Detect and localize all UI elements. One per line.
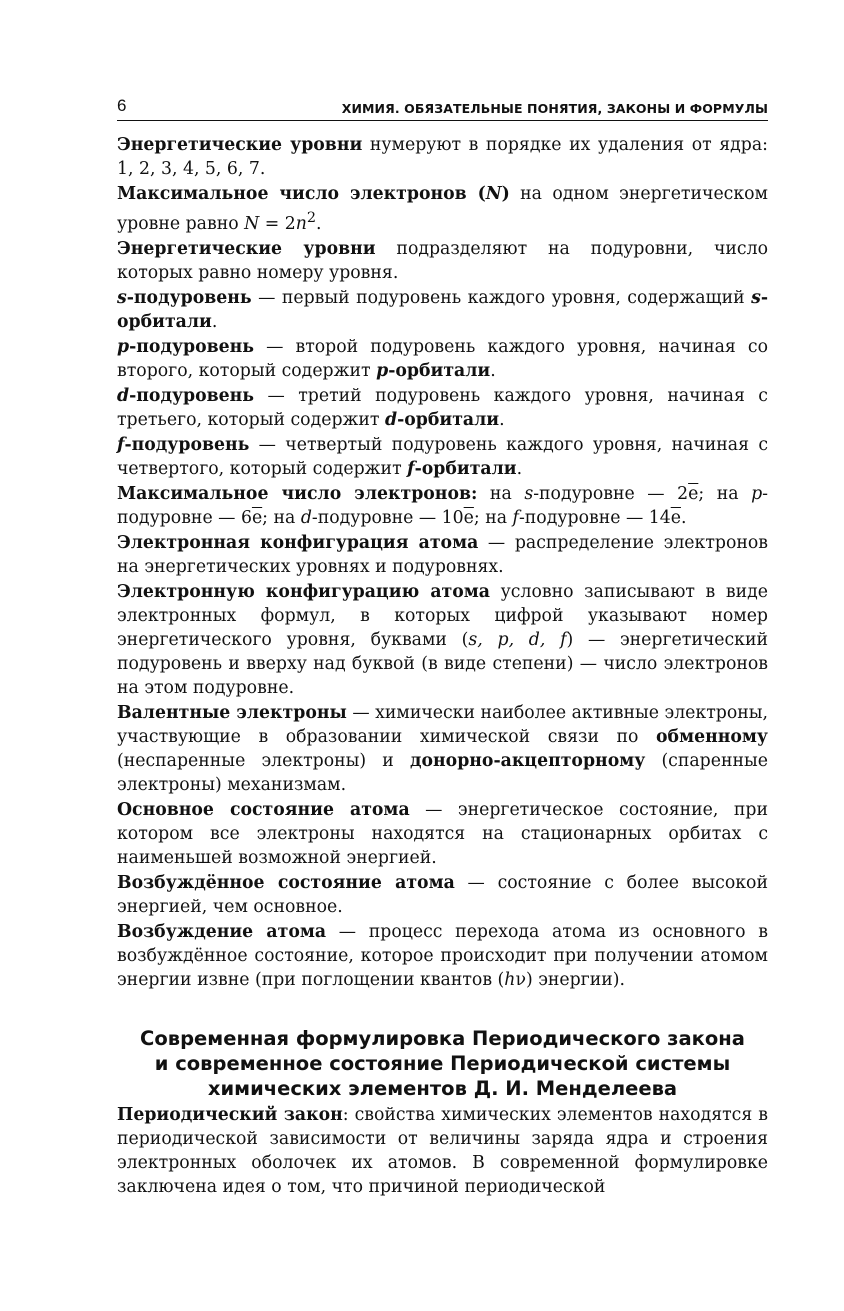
paragraph: p-подуровень — второй подуровень каждого уровня, начиная со второго, который содержит p-орбитали. <box>117 336 768 381</box>
term: Возбуждённое состояние атома <box>117 872 455 893</box>
running-title: ХИМИЯ. ОБЯЗАТЕЛЬНЫЕ ПОНЯТИЯ, ЗАКОНЫ И ФОРМУЛЫ <box>341 101 768 116</box>
term: Валентные электроны <box>117 702 347 723</box>
term: Периодический закон <box>117 1104 343 1125</box>
term: Максимальное число электронов: <box>117 483 478 504</box>
paragraph: Возбуждение атома — процесс перехода атома из основного в возбуждённое состояние, которое происходит при получении атомом энергии извне (при поглощении квантов (hν) энергии). <box>117 921 768 990</box>
term: Основное состояние атома <box>117 799 410 820</box>
paragraph: Валентные электроны — химически наиболее активные электроны, участвующие в образовании химической связи по обменному (неспаренные электроны) и донорно-акцепторному (спаренные электроны) механизмам. <box>117 702 769 795</box>
paragraph: f-подуровень — четвертый подуровень каждого уровня, начиная с четвертого, который содержит f-орбитали. <box>117 434 768 479</box>
term: Энергетические уровни <box>117 238 376 259</box>
term: d-подуровень <box>117 385 255 406</box>
term: Электронную конфигурацию атома <box>117 581 491 602</box>
paragraph: Электронную конфигурацию атома условно записывают в виде электронных формул, в которых цифрой указывают номер энергетического уровня, буквами (s, p, d, f) — энергетический подуровень и вверху над буквой (в виде степени) — число электронов на этом подуровне. <box>117 581 769 698</box>
paragraph: Основное состояние атома — энергетическое состояние, при котором все электроны находятся на стационарных орбитах с наименьшей возможной энергией. <box>117 799 768 868</box>
paragraph: Энергетические уровни нумеруют в порядке их удаления от ядра: 1, 2, 3, 4, 5, 6, 7. <box>117 135 768 179</box>
paragraph: Периодический закон: свойства химических элементов находятся в периодической зависимости от величины заряда ядра и строения электронных оболочек их атомов. В современной формулировке заключена идея о том, что причиной периодической <box>117 1104 768 1197</box>
paragraph: Максимальное число электронов: на s-подуровне — $2\overline{e}$; на p-подуровне — $6\overline{e}$; на d-подуровне — $10\overline{e}$; на f-подуровне — $14\overline{e}$. <box>117 483 768 528</box>
term: f-подуровень <box>117 434 250 455</box>
section-heading: Современная формулировка Периодического закона и современное состояние Периодической системы химических элементов Д. И. Менделеева <box>140 1026 745 1100</box>
term: s-подуровень <box>117 287 252 308</box>
page-header <box>117 92 768 121</box>
term: Электронная конфигурация атома <box>117 532 479 553</box>
paragraph: Энергетические уровни подразделяют на подуровни, число которых равно номеру уровня. <box>117 238 768 283</box>
book-page <box>117 92 768 1200</box>
term: Максимальное число электронов (N) <box>117 184 510 204</box>
page-body <box>117 133 768 1199</box>
paragraph: Максимальное число электронов (N) на одном энергетическом уровне равно $N = 2n^2$. <box>117 184 768 234</box>
term: Возбуждение атома <box>117 921 327 942</box>
term: Энергетические уровни <box>117 135 363 155</box>
paragraph: Электронная конфигурация атома — распределение электронов на энергетических уровнях и подуровнях. <box>117 532 769 577</box>
paragraph: Возбуждённое состояние атома — состояние с более высокой энергией, чем основное. <box>117 872 768 917</box>
paragraph: d-подуровень — третий подуровень каждого уровня, начиная с третьего, который содержит d-орбитали. <box>117 385 768 430</box>
paragraph: s-подуровень — первый подуровень каждого уровня, содержащий s-орбитали. <box>117 287 768 332</box>
term: p-подуровень <box>117 336 255 357</box>
page-number: 6 <box>117 96 127 115</box>
